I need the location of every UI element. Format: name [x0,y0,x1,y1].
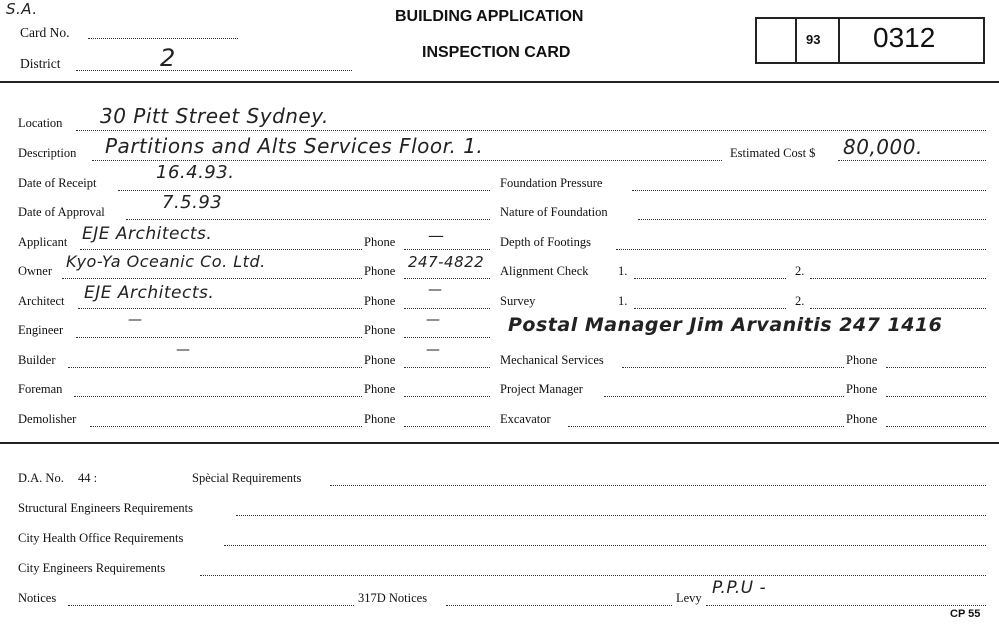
applicant-phone-line[interactable] [404,249,490,250]
project-manager-label: Project Manager [500,382,583,396]
location-line[interactable] [76,130,986,131]
owner-label: Owner [18,264,53,278]
architect-phone-line[interactable] [404,308,490,309]
description-label: Description [18,146,77,160]
architect-label: Architect [18,294,65,308]
special-requirements-label: Spècial Requirements [192,471,302,485]
date-approval-value: 7.5.93 [162,192,223,213]
header-divider [0,81,999,83]
demolisher-line[interactable] [90,426,362,427]
date-receipt-line[interactable] [118,190,490,191]
excavator-label: Excavator [500,412,551,426]
notices-317d-label: 317D Notices [358,591,428,605]
alignment-check-label: Alignment Check [500,264,589,278]
nature-foundation-line[interactable] [638,219,986,220]
box-divider-2 [838,17,840,64]
builder-phone-line[interactable] [404,367,490,368]
date-approval-label: Date of Approval [18,205,105,219]
location-label: Location [18,116,63,130]
engineer-phone-line[interactable] [404,337,490,338]
alignment-one-label: 1. [618,264,628,278]
district-label: District [20,56,61,71]
alignment-one-line[interactable] [634,278,786,279]
builder-value: — [176,342,191,358]
form-title-line1: BUILDING APPLICATION [395,8,584,25]
excavator-phone-label: Phone [846,412,878,426]
excavator-phone-line[interactable] [886,426,986,427]
notices-317d-line[interactable] [446,605,672,606]
location-value: 30 Pitt Street Sydney. [100,104,329,128]
estimated-cost-line[interactable] [838,160,986,161]
estimated-cost-label: Estimated Cost $ [730,146,816,160]
survey-two-label: 2. [795,294,805,308]
alignment-two-label: 2. [795,264,805,278]
card-number: 0312 [873,22,936,53]
nature-foundation-label: Nature of Foundation [500,205,608,219]
date-receipt-label: Date of Receipt [18,176,97,190]
levy-line[interactable] [706,605,986,606]
survey-one-line[interactable] [634,308,786,309]
levy-label: Levy [676,591,702,605]
survey-one-label: 1. [618,294,628,308]
description-value: Partitions and Alts Services Floor. 1. [105,134,484,158]
foreman-phone-label: Phone [364,382,396,396]
card-no-label: Card No. [20,25,70,40]
survey-label: Survey [500,294,536,308]
owner-phone-label: Phone [364,264,396,278]
builder-phone-value: — [426,342,441,358]
applicant-value: EJE Architects. [82,224,213,244]
form-title-line2: INSPECTION CARD [422,44,571,61]
applicant-line[interactable] [80,249,362,250]
mechanical-line[interactable] [622,367,844,368]
city-engineers-requirements-label: City Engineers Requirements [18,561,166,575]
section-divider [0,442,999,444]
foreman-label: Foreman [18,382,63,396]
excavator-line[interactable] [568,426,844,427]
da-no-value: 44 : [78,471,98,485]
demolisher-phone-line[interactable] [404,426,490,427]
health-requirements-line[interactable] [224,545,986,546]
foundation-pressure-line[interactable] [632,190,986,191]
architect-phone-value: — [428,282,443,298]
description-line[interactable] [92,160,722,161]
depth-footings-line[interactable] [616,249,986,250]
district-line[interactable] [76,70,352,71]
levy-value: P.P.U - [712,578,767,598]
district-value: 2 [160,44,176,72]
engineer-line[interactable] [76,337,362,338]
foreman-line[interactable] [74,396,362,397]
foundation-pressure-label: Foundation Pressure [500,176,603,190]
postal-manager-note: Postal Manager Jim Arvanitis 247 1416 [508,314,943,336]
project-manager-phone-line[interactable] [886,396,986,397]
structural-requirements-line[interactable] [236,515,986,516]
owner-value: Kyo-Ya Oceanic Co. Ltd. [66,252,266,271]
da-no-label: D.A. No. [18,471,64,485]
card-no-line[interactable] [88,38,238,39]
architect-line[interactable] [78,308,362,309]
applicant-phone-value: — [428,226,445,245]
special-requirements-line[interactable] [330,485,986,486]
card-number-box [755,17,985,64]
builder-label: Builder [18,353,56,367]
engineer-value: — [128,312,143,328]
corner-note: S.A. [6,0,38,18]
project-manager-phone-label: Phone [846,382,878,396]
survey-two-line[interactable] [810,308,986,309]
health-requirements-label: City Health Office Requirements [18,531,184,545]
card-year: 93 [806,32,821,47]
date-receipt-value: 16.4.93. [156,162,235,183]
mechanical-label: Mechanical Services [500,353,604,367]
engineer-phone-value: — [426,312,441,328]
project-manager-line[interactable] [604,396,844,397]
notices-line[interactable] [68,605,354,606]
mechanical-phone-label: Phone [846,353,878,367]
engineer-label: Engineer [18,323,64,337]
foreman-phone-line[interactable] [404,396,490,397]
demolisher-phone-label: Phone [364,412,396,426]
date-approval-line[interactable] [126,219,490,220]
alignment-two-line[interactable] [810,278,986,279]
mechanical-phone-line[interactable] [886,367,986,368]
builder-phone-label: Phone [364,353,396,367]
owner-line[interactable] [62,278,362,279]
box-divider-1 [795,17,797,64]
architect-phone-label: Phone [364,294,396,308]
owner-phone-line[interactable] [404,278,490,279]
architect-value: EJE Architects. [84,283,215,303]
builder-line[interactable] [68,367,362,368]
applicant-phone-label: Phone [364,235,396,249]
form-code: CP 55 [950,608,981,620]
estimated-cost-value: 80,000. [843,135,923,159]
notices-label: Notices [18,591,57,605]
applicant-label: Applicant [18,235,68,249]
structural-requirements-label: Structural Engineers Requirements [18,501,193,515]
city-engineers-requirements-line[interactable] [200,575,986,576]
owner-phone-value: 247-4822 [408,253,485,271]
demolisher-label: Demolisher [18,412,77,426]
engineer-phone-label: Phone [364,323,396,337]
depth-footings-label: Depth of Footings [500,235,591,249]
